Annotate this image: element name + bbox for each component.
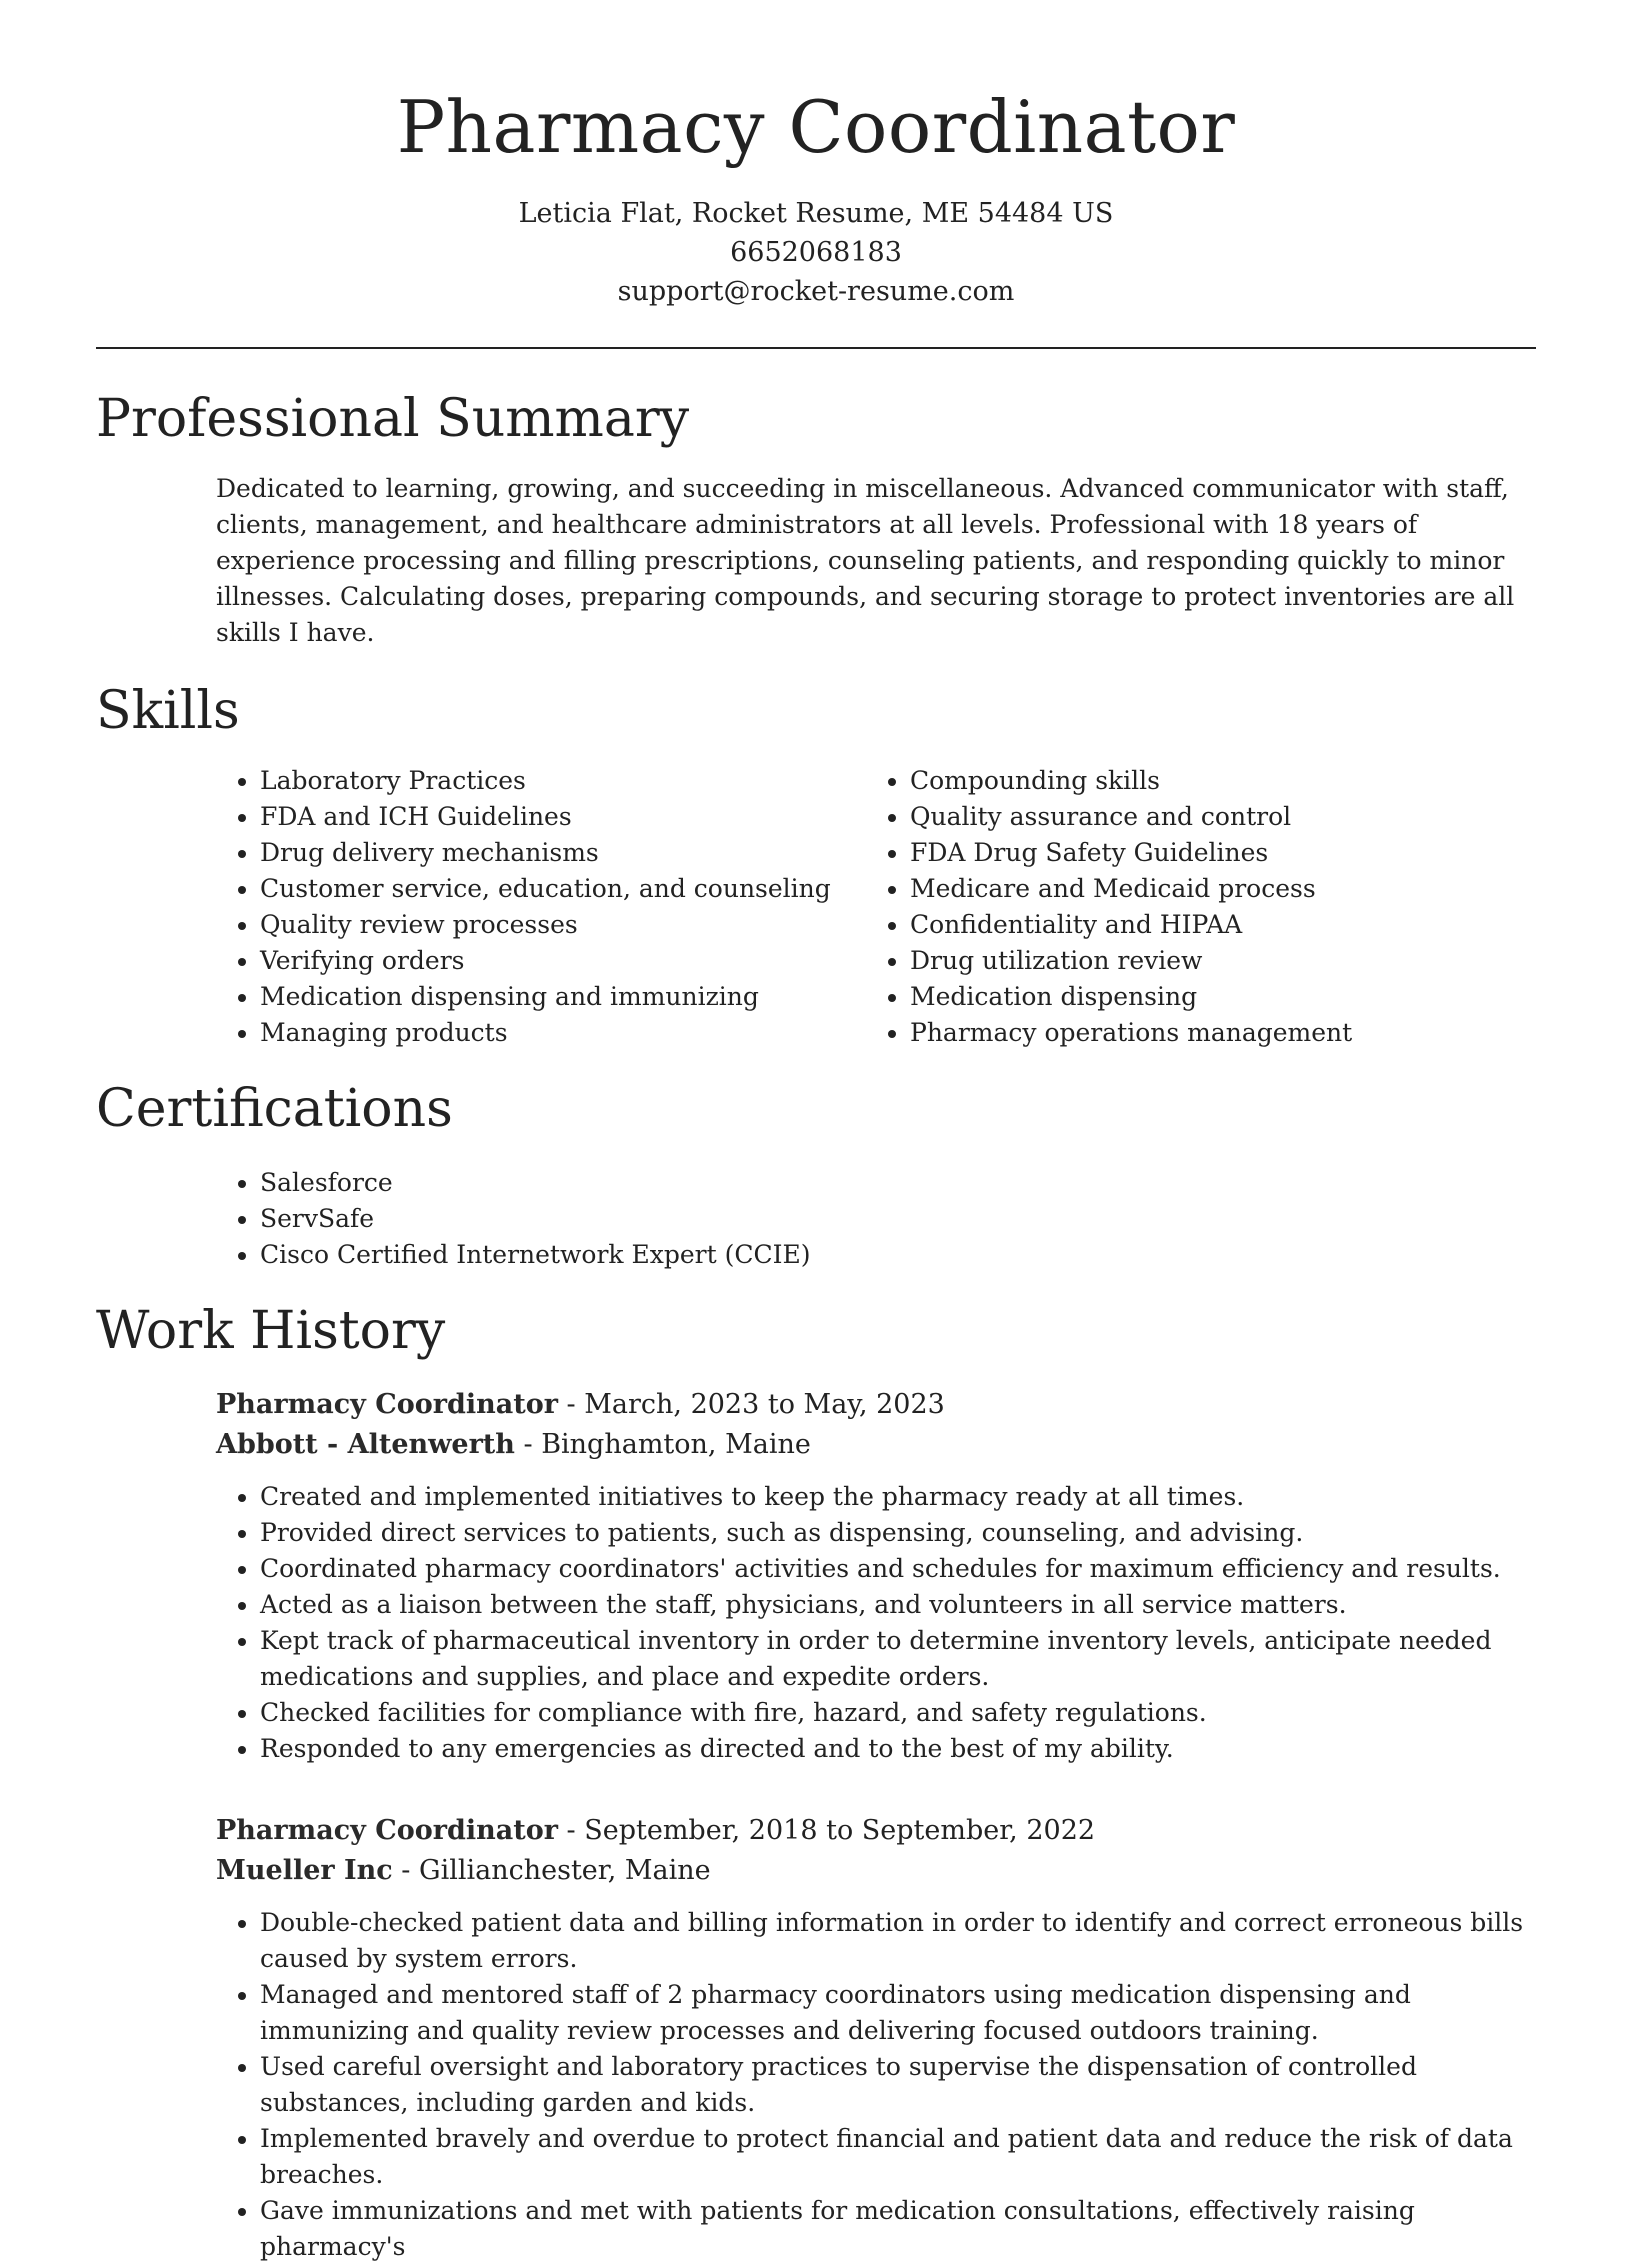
list-item: • Medication dispensing — [910, 979, 1516, 1015]
skills-column-left — [216, 763, 866, 1051]
list-item: • Responded to any emergencies as directed and to the best of my ability. — [260, 1731, 1536, 1767]
contact-phone: 6652068183 — [730, 237, 902, 268]
list-item: • Kept track of pharmaceutical inventory in order to determine inventory levels, anticipate needed medications and supplies, and place and expedite orders. — [260, 1623, 1536, 1695]
section-heading-summary: Professional Summary — [96, 389, 690, 449]
list-item: • Compounding skills — [910, 763, 1516, 799]
skills-list — [216, 763, 1536, 1051]
list-item: • Managed and mentored staff of 2 pharmacy coordinators using medication dispensing and immunizing and quality review processes and delivering focused outdoors training. — [260, 1977, 1536, 2049]
list-item: • Used careful oversight and laboratory practices to supervise the dispensation of controlled substances, including garden and kids. — [260, 2049, 1536, 2121]
list-item: • Provided direct services to patients, such as dispensing, counseling, and advising. — [260, 1515, 1536, 1551]
job-bullets — [216, 1905, 1536, 2265]
summary-text: Dedicated to learning, growing, and succeeding in miscellaneous. Advanced communicator with staff, clients, management, and healthcare administrators at all levels. Professional with 18 years of experience processing and filling prescriptions, counseling patients, and responding quickly to minor illnesses. Calculating doses, preparing compounds, and securing storage to protect inventories are all skills I have. — [216, 474, 1515, 647]
list-item: • ServSafe — [260, 1201, 1536, 1237]
job-dates: - September, 2018 to September, 2022 — [557, 1815, 1096, 1846]
list-item: • Quality review processes — [260, 907, 866, 943]
list-item: • Created and implemented initiatives to keep the pharmacy ready at all times. — [260, 1479, 1536, 1515]
list-item: • Cisco Certified Internetwork Expert (CCIE) — [260, 1237, 1536, 1273]
section-heading-work-history: Work History — [96, 1301, 446, 1361]
job-company-line — [216, 1425, 1536, 1465]
contact-email: support@rocket-resume.com — [617, 276, 1015, 307]
certifications-list — [216, 1165, 1536, 1273]
header-divider — [96, 347, 1536, 349]
list-item: • Laboratory Practices — [260, 763, 866, 799]
list-item: • Checked facilities for compliance with fire, hazard, and safety regulations. — [260, 1695, 1536, 1731]
skills-column-right — [866, 763, 1516, 1051]
job-dates: - March, 2023 to May, 2023 — [557, 1389, 945, 1420]
contact-address: Leticia Flat, Rocket Resume, ME 54484 US — [518, 198, 1114, 229]
job-location: - Gillianchester, Maine — [392, 1855, 711, 1886]
list-item: • Drug delivery mechanisms — [260, 835, 866, 871]
contact-block — [96, 194, 1536, 311]
job-title: Pharmacy Coordinator — [216, 1815, 558, 1846]
list-item: • Acted as a liaison between the staff, physicians, and volunteers in all service matters. — [260, 1587, 1536, 1623]
list-item: • FDA and ICH Guidelines — [260, 799, 866, 835]
section-heading-skills: Skills — [96, 681, 240, 741]
section-heading-certifications: Certifications — [96, 1079, 453, 1139]
page-title: Pharmacy Coordinator — [396, 85, 1236, 169]
job-title-line — [216, 1811, 1536, 1851]
list-item: • FDA Drug Safety Guidelines — [910, 835, 1516, 871]
list-item: • Medication dispensing and immunizing — [260, 979, 866, 1015]
list-item: • Managing products — [260, 1015, 866, 1051]
list-item: • Confidentiality and HIPAA — [910, 907, 1516, 943]
list-item: • Coordinated pharmacy coordinators' activities and schedules for maximum efficiency and results. — [260, 1551, 1536, 1587]
job-title-line — [216, 1385, 1536, 1425]
list-item: • Salesforce — [260, 1165, 1536, 1201]
job-entry — [216, 1385, 1536, 1767]
job-location: - Binghamton, Maine — [514, 1429, 811, 1460]
job-company-line — [216, 1851, 1536, 1891]
list-item: • Double-checked patient data and billing information in order to identify and correct erroneous bills caused by system errors. — [260, 1905, 1536, 1977]
job-title: Pharmacy Coordinator — [216, 1389, 558, 1420]
list-item: • Implemented bravely and overdue to protect financial and patient data and reduce the risk of data breaches. — [260, 2121, 1536, 2193]
list-item: • Verifying orders — [260, 943, 866, 979]
list-item: • Quality assurance and control — [910, 799, 1516, 835]
job-company: Abbott - Altenwerth — [216, 1429, 515, 1460]
list-item: • Gave immunizations and met with patients for medication consultations, effectively raising pharmacy's — [260, 2193, 1536, 2265]
job-company: Mueller Inc — [216, 1855, 393, 1886]
list-item: • Pharmacy operations management — [910, 1015, 1516, 1051]
job-bullets — [216, 1479, 1536, 1767]
resume-page — [96, 0, 1536, 2265]
job-entry — [216, 1811, 1536, 2265]
list-item: • Drug utilization review — [910, 943, 1516, 979]
list-item: • Customer service, education, and counseling — [260, 871, 866, 907]
list-item: • Medicare and Medicaid process — [910, 871, 1516, 907]
